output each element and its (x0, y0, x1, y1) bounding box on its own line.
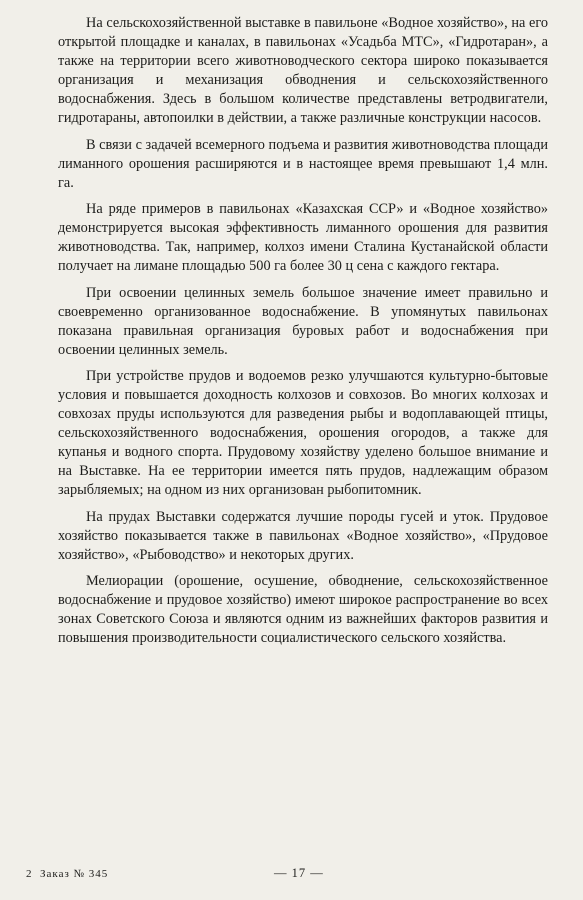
paragraph-5: При устройстве прудов и водоемов резко улучшаются культурно-бытовые условия и повышается доходность колхозов и совхозов. Во многих колхозах и совхозах пруды используются для разведения рыбы и водоплавающей птицы, сельскохозяйственного водоснабжения, орошения огородов, а также для купанья и водного спорта. Прудовому хозяйству уделено большое внимание и на Выставке. На ее территории имеется пять прудов, надлежащим образом зарыбляемых; на одном из них организован рыбопитомник. (58, 368, 548, 498)
paragraph-4: При освоении целинных земель большое значение имеет правильно и своевременно организованное водоснабжение. В упомянутых павильонах показана правильная организация буровых работ и водоснабжения при освоении целинных земель. (58, 284, 548, 358)
signature-mark: 2 (26, 868, 32, 880)
paragraph-1: На сельскохозяйственной выставке в павильоне «Водное хозяйство», на его открытой площадке и каналах, в павильонах «Усадьба МТС», «Гидротаран», а также на территории всего животноводческого сектора широко показывается организация и механизация обводнения и сельскохозяйственного водоснабжения. Здесь в большом количестве представлены ветродвигатели, гидротараны, автопоилки в действии, а также различные конструкции насосов. (58, 15, 548, 126)
print-order-label: Заказ № 345 (40, 868, 109, 880)
paragraph-3: На ряде примеров в павильонах «Казахская ССР» и «Водное хозяйство» демонстрируется высокая эффективность лиманного орошения для развития животноводства. Так, например, колхоз имени Сталина Кустанайской области получает на лимане площадью 500 га более 30 ц сена с каждого гектара. (58, 201, 548, 274)
paragraph-2: В связи с задачей всемерного подъема и развития животноводства площади лиманного орошения расширяются и в настоящее время превышают 1,4 млн. га. (58, 136, 548, 191)
paragraph-6: На прудах Выставки содержатся лучшие породы гусей и уток. Прудовое хозяйство показывается также в павильонах «Водное хозяйство», «Прудовое хозяйство», «Рыбоводство» и некоторых других. (58, 508, 548, 563)
body-text (58, 14, 548, 656)
page-number: — 17 — (274, 866, 324, 880)
paragraph-7: Мелиорации (орошение, осушение, обводнение, сельскохозяйственное водоснабжение и прудовое хозяйство) имеют широкое распространение во всех зонах Советского Союза и являются одним из важнейших факторов развития и повышения производительности социалистического сельского хозяйства. (58, 573, 548, 646)
